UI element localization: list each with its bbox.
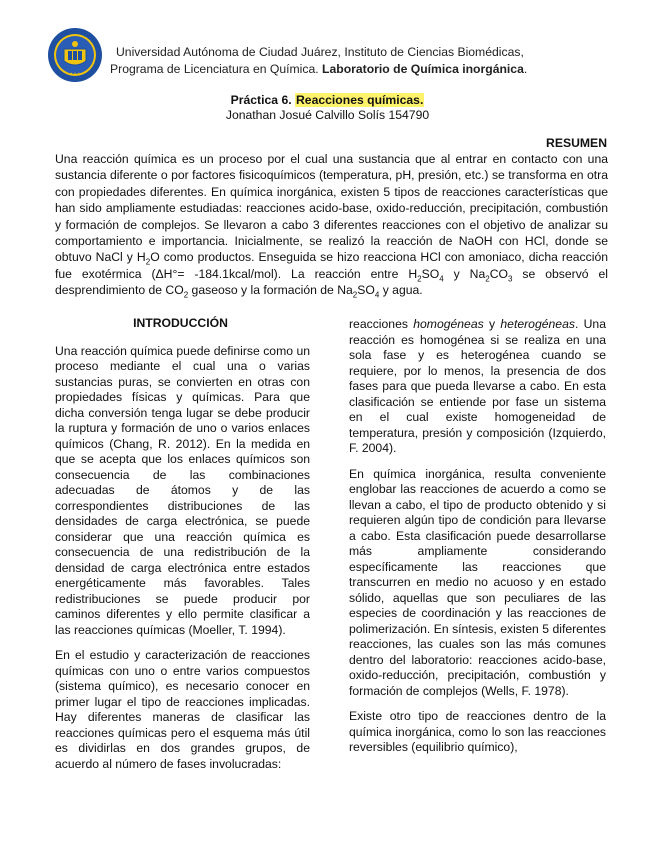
- institution-header: [110, 44, 630, 78]
- institution-line-2: [110, 61, 630, 78]
- practice-topic-highlight: Reacciones químicas.: [296, 93, 424, 107]
- practice-number: Práctica 6.: [230, 93, 295, 107]
- practice-title: [0, 93, 655, 107]
- abstract-text: Una reacción química es un proceso por el cual una sustancia que al entrar en contacto con una sustancia diferente o por factores fisicoquímicos (temperatura, pH, presión, etc.) se transforma en otra con propiedades diferentes. En química inorgánica, existen 5 tipos de reacciones características que han sido ampliamente estudiadas: reacciones acido-base, oxido-reducción, precipitación, combustión y formación de complejos. Se llevaron a cabo 3 diferentes reacciones con el objetivo de analizar su comportamiento e importancia. Inicialmente, se realizó la reacción de NaOH con HCl, donde se obtuvo NaCl y $H_2O$ como productos. Enseguida se hizo reacciona HCl con amoniaco, dicha reacción fue exotérmica (ΔH°= -184.1kcal/mol). La reacción entre $H_2SO_4$ y $Na_2CO_3$ se observó el desprendimiento de $CO_2$ gaseoso y la formación de $Na_2SO_4$ y agua.: [55, 152, 608, 300]
- svg-text:• • •: • • •: [70, 71, 80, 76]
- left-column: [55, 316, 310, 782]
- program-name: Programa de Licenciatura en Química.: [110, 62, 323, 76]
- abstract-heading: RESUMEN: [546, 136, 607, 150]
- intro-paragraph-5: Existe otro tipo de reacciones dentro de la química inorgánica, como lo son las reacciones reversibles (equilibrio químico),: [349, 709, 606, 754]
- intro-paragraph-3: reacciones homogéneas y heterogéneas. Una reacción es homogénea si se realiza en una sola fase y es heterogénea cuando se requiere, por lo menos, la presencia de dos fases para que pueda llevarse a cabo. En esta clasificación se entiende por fase un sistema en el cual existe homogeneidad de temperatura, presión y composición (Izquierdo, F. 2004).: [349, 317, 606, 455]
- header-period: .: [523, 62, 528, 76]
- section-heading-introduccion: INTRODUCCIÓN: [133, 316, 228, 330]
- institution-line-1: Universidad Autónoma de Ciudad Juárez, Instituto de Ciencias Biomédicas,: [116, 45, 524, 59]
- intro-paragraph-2: En el estudio y caracterización de reacciones químicas con uno o entre varios compuestos (sistema químico), es necesario conocer en primer lugar el tipo de reacciones implicadas. Hay diferentes maneras de clasificar las reacciones químicas pero el esquema más útil es dividirlas en dos grandes grupos, de acuerdo al número de fases involucradas:: [55, 648, 310, 771]
- seal-graphic: [47, 27, 103, 83]
- lab-name: Laboratorio de Química inorgánica: [322, 62, 524, 76]
- university-seal-icon: [47, 27, 103, 83]
- author-line: Jonathan Josué Calvillo Solís 154790: [225, 108, 430, 122]
- intro-paragraph-4: En química inorgánica, resulta conveniente englobar las reacciones de acuerdo a como se llevan a cabo, el tipo de producto obtenido y si requieren algún tipo de condición para llevarse a cabo. Esta clasificación puede desarrollarse más ampliamente considerando específicamente las reacciones que transcurren en medio no acuoso y en estado sólido, aquellas que son peculiares de las especies de coordinación y las reacciones de polimerización. En síntesis, existen 5 diferentes reacciones, las cuales son las más comunes dentro del laboratorio: reacciones acido-base, oxido-reducción, precipitación, combustión y formación de complejos (Wells, F. 1978).: [349, 466, 606, 698]
- intro-paragraph-1: Una reacción química puede definirse como un proceso mediante el cual una o varias sustancias puras, se convierten en otras con propiedades físicas y químicas. Para que dicha conversión tenga lugar se debe producir la ruptura y formación de uno o varios enlaces químicos (Chang, R. 2012). En la medida en que se acepta que los enlaces químicos son consecuencia de las combinaciones adecuadas de átomos y de las correspondientes distribuciones de las densidades de carga electrónica, se puede considerar que una reacción química es consecuencia de una redistribución de la densidad de carga electrónica entre estados energéticamente más favorables. Tales redistribuciones se puede producir por caminos diferentes y ello permite clasificar a las reacciones químicas (Moeller, T. 1994).: [55, 343, 310, 637]
- right-column: [349, 317, 606, 766]
